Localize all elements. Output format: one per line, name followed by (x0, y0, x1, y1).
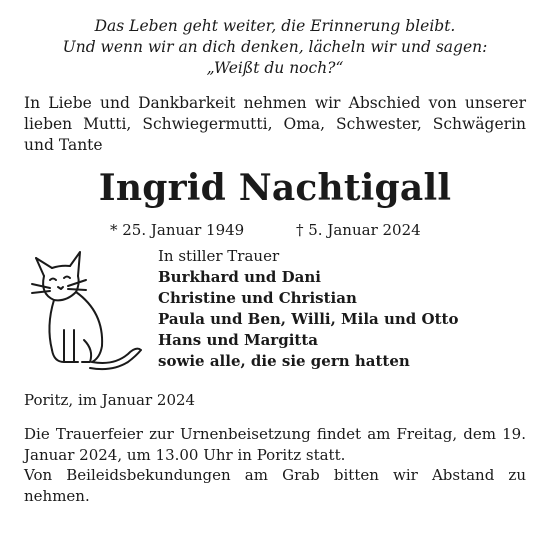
poem-line: Das Leben geht weiter, die Erinnerung bleibt. (94, 17, 456, 35)
poem (24, 16, 526, 79)
mourner-name: Christine und Christian (158, 289, 357, 307)
funeral-info: Die Trauerfeier zur Urnenbeisetzung findet am Freitag, dem 19. Januar 2024, um 13.00 Uhr in Poritz statt. (24, 425, 526, 464)
funeral-notice (24, 424, 526, 506)
deceased-name: Ingrid Nachtigall (98, 167, 452, 209)
mourner-name: Burkhard und Dani (158, 268, 321, 286)
cat-icon (28, 246, 144, 376)
mourners-section (24, 244, 526, 376)
mourner-name: Hans und Margitta (158, 331, 318, 349)
place-date: Poritz, im Januar 2024 (24, 391, 196, 409)
poem-line: „Weißt du noch?“ (206, 59, 344, 77)
condolence-request: Von Beileidsbekundungen am Grab bitten wir Abstand zu nehmen. (24, 466, 526, 505)
mourner-name: Paula und Ben, Willi, Mila und Otto (158, 310, 459, 328)
birth-date: * 25. Januar 1949 (110, 221, 245, 239)
death-date: † 5. Januar 2024 (296, 221, 421, 239)
mourner-name: sowie alle, die sie gern hatten (158, 352, 410, 370)
life-dates (24, 220, 526, 240)
mourners-list (158, 246, 458, 372)
mourning-phrase: In stiller Trauer (158, 247, 280, 265)
intro-text: In Liebe und Dankbarkeit nehmen wir Abschied von unserer lieben Mutti, Schwiegermutti, Oma, Schwester, Schwägerin und Tante (24, 94, 526, 154)
poem-line: Und wenn wir an dich denken, lächeln wir und sagen: (62, 38, 488, 56)
